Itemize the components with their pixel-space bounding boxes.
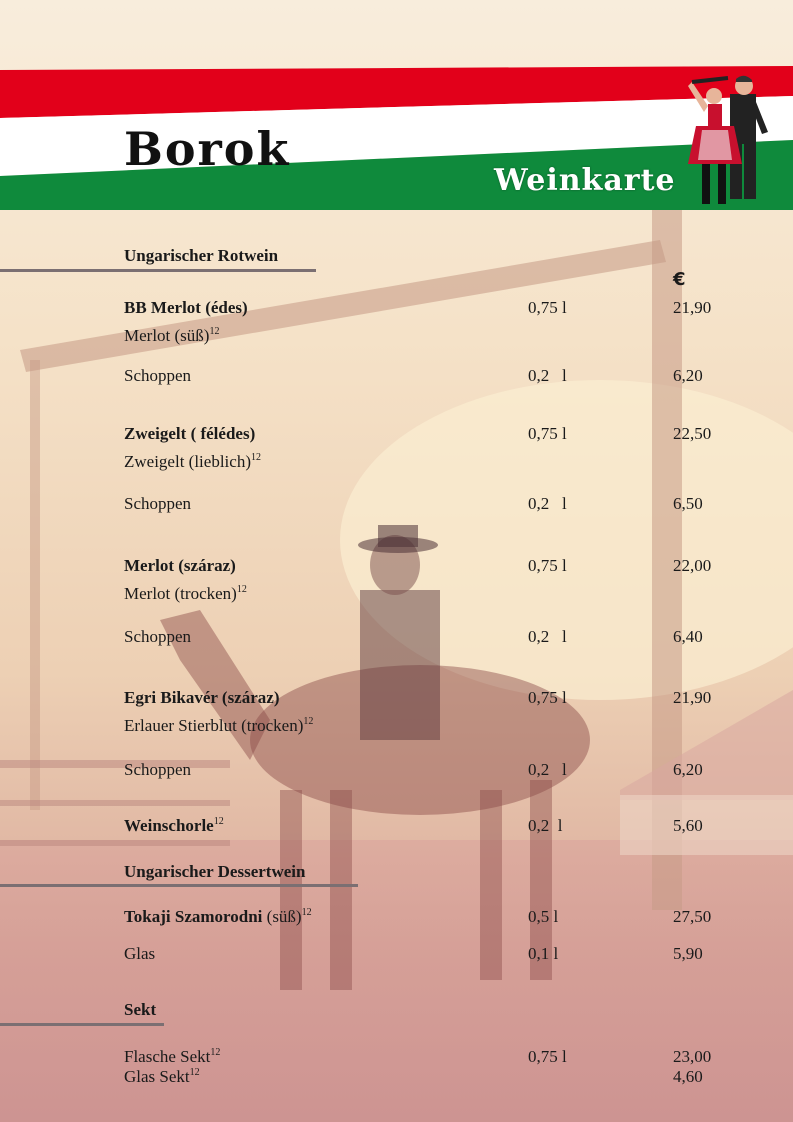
item-name: Schoppen xyxy=(124,760,192,779)
item-price: 5,60 xyxy=(673,816,703,835)
page-subtitle: Weinkarte xyxy=(494,163,676,198)
item-price: 6,20 xyxy=(673,760,703,779)
item-volume: 0,75 l xyxy=(528,688,567,707)
item-volume: 0,2 l xyxy=(528,627,567,646)
item-description: Merlot (süß)$^{12}$ xyxy=(124,326,220,345)
item-price: 27,50 xyxy=(673,907,712,926)
item-volume: 0,2 l xyxy=(528,494,567,513)
item-volume: 0,2 l xyxy=(528,816,563,835)
section-heading-rotwein: Ungarischer Rotwein xyxy=(124,246,279,265)
item-price: 4,60 xyxy=(673,1067,703,1086)
section-heading-dessertwein: Ungarischer Dessertwein xyxy=(124,862,306,881)
item-name: Glas Sekt$^{12}$ xyxy=(124,1067,200,1086)
item-volume: 0,1 l xyxy=(528,944,559,963)
item-name: Merlot (száraz) xyxy=(124,556,236,575)
item-name: Flasche Sekt$^{12}$ xyxy=(124,1047,221,1066)
item-price: 21,90 xyxy=(673,298,712,317)
item-name: Glas xyxy=(124,944,156,963)
item-name: Schoppen xyxy=(124,627,192,646)
item-price: 22,00 xyxy=(673,556,712,575)
page-title: Borok xyxy=(124,122,291,176)
item-volume: 0,75 l xyxy=(528,424,567,443)
item-volume: 0,2 l xyxy=(528,366,567,385)
item-volume: 0,5 l xyxy=(528,907,559,926)
currency-label: € xyxy=(673,269,686,290)
item-description: Zweigelt (lieblich)$^{12}$ xyxy=(124,452,261,471)
item-price: 23,00 xyxy=(673,1047,712,1066)
item-description: Erlauer Stierblut (trocken)$^{12}$ xyxy=(124,716,314,735)
item-volume: 0,2 l xyxy=(528,760,567,779)
section-rule xyxy=(0,269,316,272)
item-volume: 0,75 l xyxy=(528,298,567,317)
folk-dancers-illustration xyxy=(672,72,772,212)
item-name: Schoppen xyxy=(124,366,192,385)
item-name: Tokaji Szamorodni xyxy=(124,907,263,926)
item-price: 6,20 xyxy=(673,366,703,385)
item-volume: 0,75 l xyxy=(528,1047,567,1066)
item-price: 5,90 xyxy=(673,944,703,963)
section-rule xyxy=(0,1023,164,1026)
item-price: 6,40 xyxy=(673,627,703,646)
item-price: 6,50 xyxy=(673,494,703,513)
item-name: Weinschorle xyxy=(124,816,214,835)
item-name: Schoppen xyxy=(124,494,192,513)
item-name: Egri Bikavér (száraz) xyxy=(124,688,280,707)
item-price: 21,90 xyxy=(673,688,712,707)
item-name: BB Merlot (édes) xyxy=(124,298,248,317)
section-rule xyxy=(0,884,358,887)
section-heading-sekt: Sekt xyxy=(124,1000,157,1019)
item-volume: 0,75 l xyxy=(528,556,567,575)
item-name: Zweigelt ( félédes) xyxy=(124,424,256,443)
item-price: 22,50 xyxy=(673,424,712,443)
item-description: Merlot (trocken)$^{12}$ xyxy=(124,584,247,603)
